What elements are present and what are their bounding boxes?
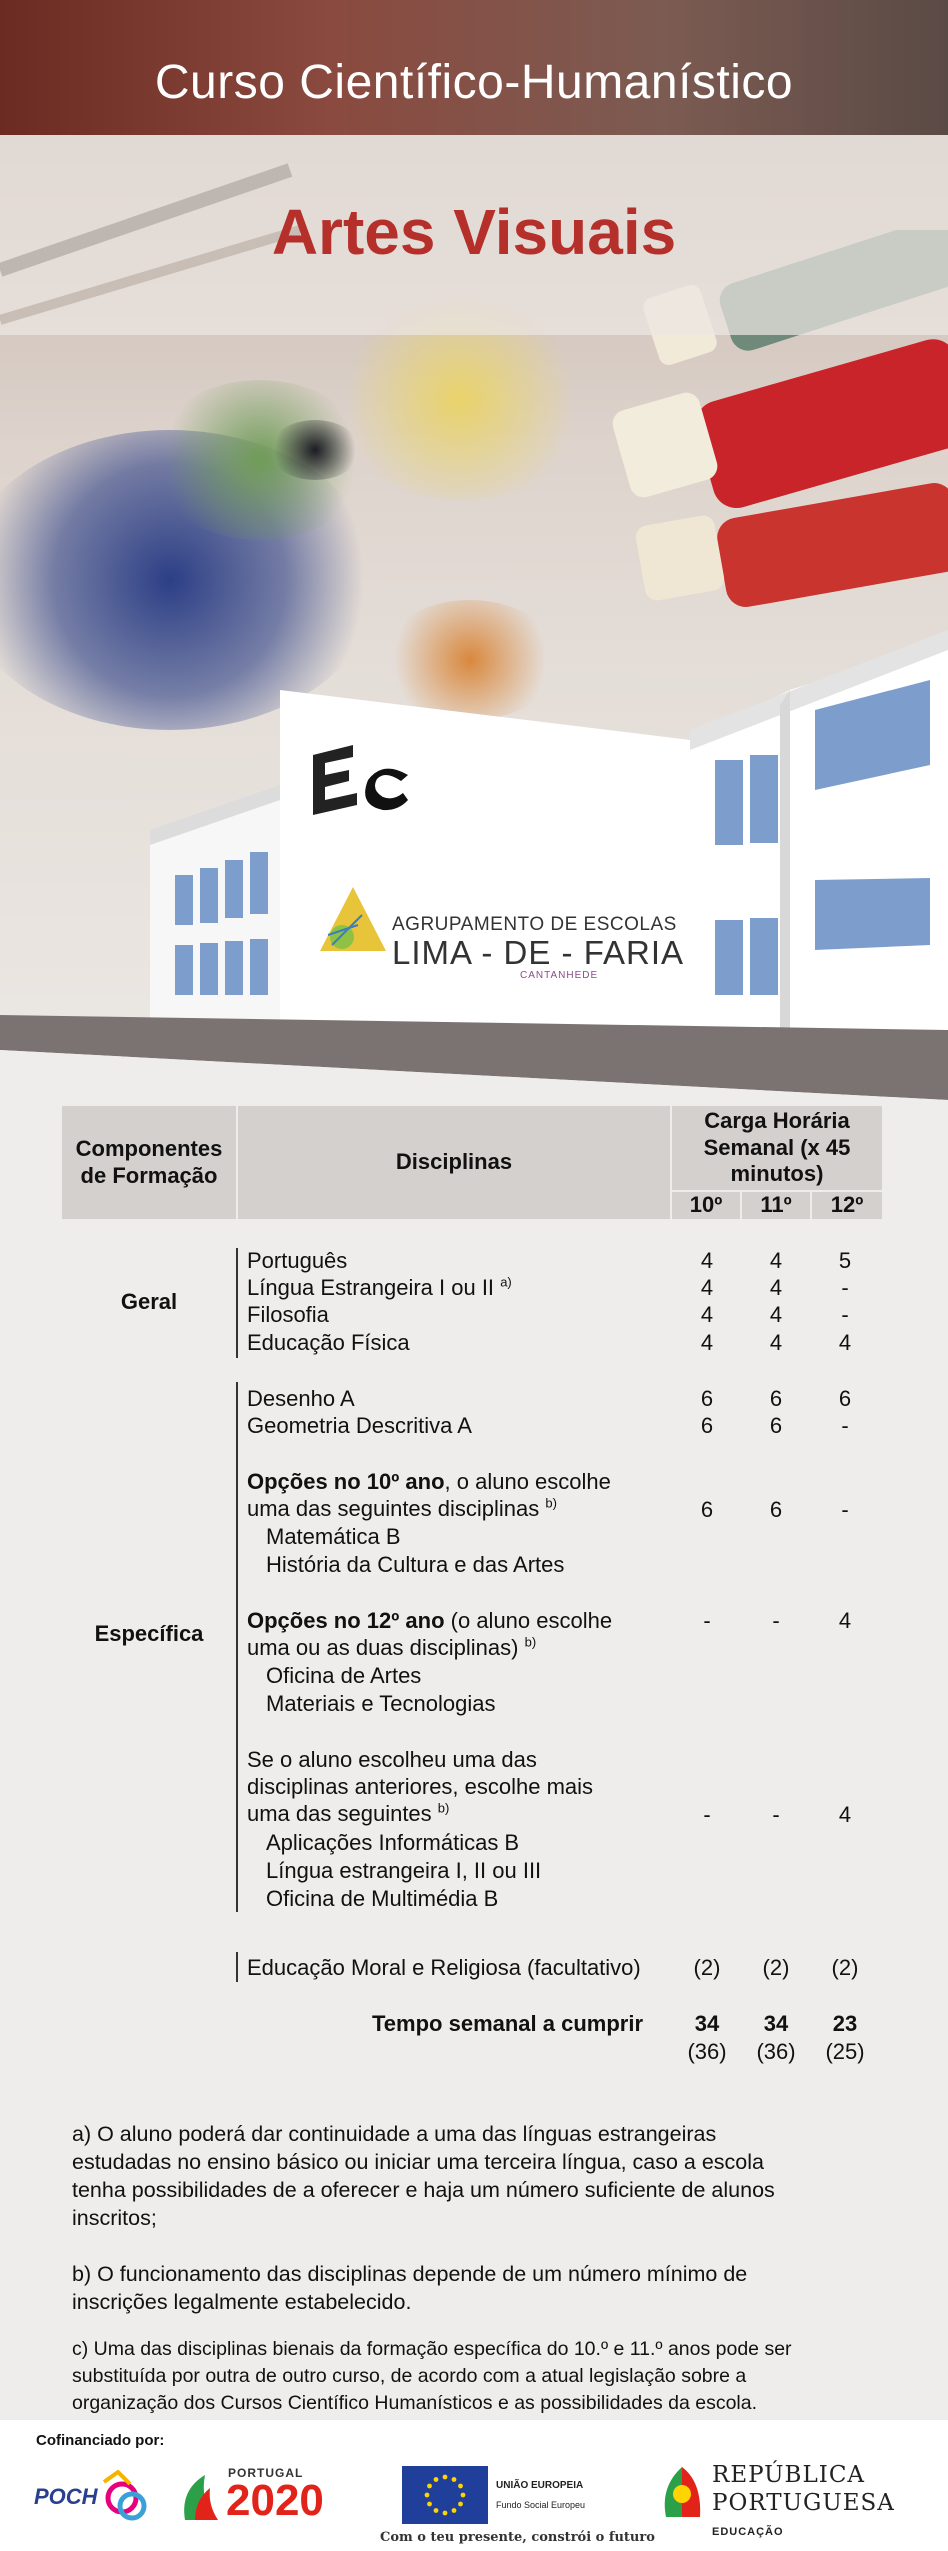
- options-10-heading: [247, 1468, 611, 1496]
- discipline-materiais-tecnologias: Materiais e Tecnologias: [266, 1691, 496, 1716]
- hours-cell: (2): [831, 1955, 859, 1980]
- discipline-portugues: Português: [247, 1248, 348, 1273]
- hours-cell: 4: [838, 1802, 852, 1827]
- eu-flag-icon: [402, 2466, 488, 2524]
- options-10-rest: , o aluno escolhe: [444, 1469, 611, 1494]
- options-12-subheading: [247, 1634, 536, 1662]
- options-12-bold: Opções no 12º ano: [247, 1608, 445, 1633]
- discipline-filosofia: Filosofia: [247, 1302, 329, 1327]
- options-12-line2: uma ou as duas disciplinas): [247, 1635, 519, 1660]
- hours-cell: 6: [769, 1497, 783, 1522]
- header-hours: Carga Horária Semanal (x 45 minutos): [672, 1106, 882, 1190]
- hours-cell: 6: [700, 1413, 714, 1438]
- hero-banner: [0, 0, 948, 1100]
- footnote-ref-b: b): [545, 1495, 557, 1511]
- eu-label: UNIÃO EUROPEIA: [496, 2480, 584, 2491]
- options-12-rest: (o aluno escolhe: [444, 1608, 613, 1633]
- options-12-heading: [247, 1607, 612, 1635]
- portugal-2020-logo: [180, 2462, 370, 2532]
- footnote-a-line: estudadas no ensino básico ou iniciar uma terceira língua, caso a escola: [72, 2150, 764, 2174]
- school-location: CANTANHEDE: [520, 970, 599, 981]
- hours-cell: -: [772, 1608, 780, 1633]
- hours-cell: 4: [769, 1302, 783, 1327]
- education-label: EDUCAÇÃO: [712, 2526, 784, 2538]
- p2020-label: 2020: [226, 2476, 324, 2525]
- footnote-ref-b: b): [524, 1634, 537, 1650]
- total-hours-cell: 23: [832, 2011, 858, 2036]
- discipline-lingua-estrangeira-label: Língua Estrangeira I ou II: [247, 1275, 495, 1300]
- extra-line-1: Se o aluno escolheu uma das: [247, 1747, 537, 1772]
- agrupamento-label: AGRUPAMENTO DE ESCOLAS: [392, 914, 677, 935]
- discipline-oficina-artes: Oficina de Artes: [266, 1663, 422, 1688]
- component-geral: Geral: [120, 1289, 178, 1314]
- poch-logo: [34, 2470, 149, 2530]
- footnote-c: [72, 2336, 882, 2417]
- total-label: Tempo semanal a cumprir: [372, 2011, 644, 2036]
- footnote-b: [72, 2260, 882, 2316]
- hours-cell: 6: [769, 1413, 783, 1438]
- extra-line-2: disciplinas anteriores, escolhe mais: [247, 1774, 594, 1799]
- republica-portuguesa-logo: [660, 2450, 920, 2540]
- hours-cell: 6: [769, 1386, 783, 1411]
- paint-splash-dark: [270, 420, 360, 480]
- total-hours-cell: 34: [763, 2011, 789, 2036]
- cofinanced-label: Cofinanciado por:: [36, 2432, 165, 2449]
- hours-cell: (2): [762, 1955, 790, 1980]
- hours-cell: 4: [769, 1275, 783, 1300]
- course-name: Artes Visuais: [271, 196, 677, 268]
- separator-geral: [236, 1248, 238, 1358]
- header-year-11: 11º: [742, 1192, 810, 1219]
- discipline-oficina-multimedia-b: Oficina de Multimédia B: [266, 1886, 499, 1911]
- hours-cell: 4: [769, 1330, 783, 1355]
- hours-cell: (2): [693, 1955, 721, 1980]
- options-10-line2: uma das seguintes disciplinas: [247, 1496, 540, 1521]
- hours-cell: 4: [700, 1302, 714, 1327]
- hours-cell: 6: [838, 1386, 852, 1411]
- extra-line-3-text: uma das seguintes: [247, 1801, 432, 1826]
- republica-line1: REPÚBLICA: [712, 2462, 866, 2488]
- header-components: Componentes de Formação: [62, 1106, 236, 1219]
- poch-text: POCH: [34, 2484, 98, 2509]
- extra-line-3: [247, 1800, 449, 1828]
- republica-emblem-icon: [660, 2462, 706, 2522]
- hours-cell: 4: [700, 1275, 714, 1300]
- agrupamento-logo-icon: [318, 885, 388, 955]
- hours-cell: -: [841, 1497, 849, 1522]
- hours-cell: 4: [838, 1330, 852, 1355]
- footnote-a-line: a) O aluno poderá dar continuidade a uma das línguas estrangeiras: [72, 2122, 717, 2146]
- separator-especifica: [236, 1382, 238, 1912]
- hours-cell: 6: [700, 1386, 714, 1411]
- fse-label: Fundo Social Europeu: [496, 2500, 586, 2510]
- component-especifica: Específica: [94, 1621, 204, 1646]
- separator-emr: [236, 1952, 238, 1982]
- discipline-lingua-estrangeira-i-ii-iii: Língua estrangeira I, II ou III: [266, 1858, 542, 1883]
- total-alt-hours-cell: (36): [756, 2039, 796, 2064]
- hours-cell: 5: [838, 1248, 852, 1273]
- page-title: Curso Científico-Humanístico: [154, 56, 794, 109]
- footnote-a-line: inscritos;: [72, 2206, 157, 2230]
- hours-cell: -: [703, 1802, 711, 1827]
- discipline-aplicacoes-informaticas-b: Aplicações Informáticas B: [266, 1830, 520, 1855]
- total-alt-hours-cell: (25): [825, 2039, 865, 2064]
- hours-cell: 4: [769, 1248, 783, 1273]
- total-alt-hours-cell: (36): [687, 2039, 727, 2064]
- ec-logo: [313, 745, 413, 825]
- motto: Com o teu presente, constrói o futuro: [380, 2530, 655, 2545]
- options-10-subheading: [247, 1495, 557, 1523]
- funding-footer: [0, 2420, 948, 2551]
- hours-cell: 4: [700, 1330, 714, 1355]
- footnote-c-line: c) Uma das disciplinas bienais da formação específica do 10.º e 11.º anos pode ser: [72, 2338, 792, 2360]
- hours-cell: 4: [700, 1248, 714, 1273]
- total-hours-cell: 34: [694, 2011, 720, 2036]
- discipline-matematica-b: Matemática B: [266, 1524, 401, 1549]
- republica-line2: PORTUGUESA: [712, 2490, 895, 2516]
- hours-cell: -: [772, 1802, 780, 1827]
- school-name: LIMA - DE - FARIA: [392, 934, 685, 971]
- portugal-label: PORTUGAL: [228, 2466, 304, 2480]
- hours-cell: -: [841, 1413, 849, 1438]
- header-year-12: 12º: [812, 1192, 882, 1219]
- footnote-b-line: b) O funcionamento das disciplinas depende de um número mínimo de: [72, 2262, 748, 2286]
- hours-cell: -: [703, 1608, 711, 1633]
- footnote-ref-b: b): [437, 1800, 450, 1816]
- footnote-a-line: tenha possibilidades de a oferecer e haja um número suficiente de alunos: [72, 2178, 775, 2202]
- footnote-b-line: inscrições legalmente estabelecido.: [72, 2290, 412, 2314]
- portugal-2020-icon: [180, 2470, 220, 2525]
- footnote-ref-a: a): [500, 1274, 512, 1290]
- discipline-desenho-a: Desenho A: [247, 1386, 355, 1411]
- eu-stars-icon: [402, 2466, 488, 2524]
- header-disciplines: Disciplinas: [238, 1106, 670, 1219]
- header-year-10: 10º: [672, 1192, 740, 1219]
- discipline-educacao-fisica: Educação Física: [247, 1330, 410, 1355]
- hours-cell: 6: [700, 1497, 714, 1522]
- footnote-c-line: substituída por outra de outro curso, de acordo com a atual legislação sobre a: [72, 2365, 747, 2387]
- discipline-lingua-estrangeira: [247, 1274, 512, 1302]
- discipline-geometria-descritiva-a: Geometria Descritiva A: [247, 1413, 472, 1438]
- hours-cell: -: [841, 1275, 849, 1300]
- footnote-a: [72, 2120, 882, 2232]
- options-10-bold: Opções no 10º ano: [247, 1469, 445, 1494]
- footnote-c-line: organização dos Cursos Científico Humanísticos e as possibilidades da escola.: [72, 2392, 758, 2414]
- hours-cell: -: [841, 1302, 849, 1327]
- eu-logo: [402, 2466, 602, 2526]
- discipline-historia-cultura-artes: História da Cultura e das Artes: [266, 1552, 565, 1577]
- hours-cell: 4: [838, 1608, 852, 1633]
- school-building-illustration: [0, 610, 948, 1100]
- discipline-emr: Educação Moral e Religiosa (facultativo): [247, 1955, 641, 1980]
